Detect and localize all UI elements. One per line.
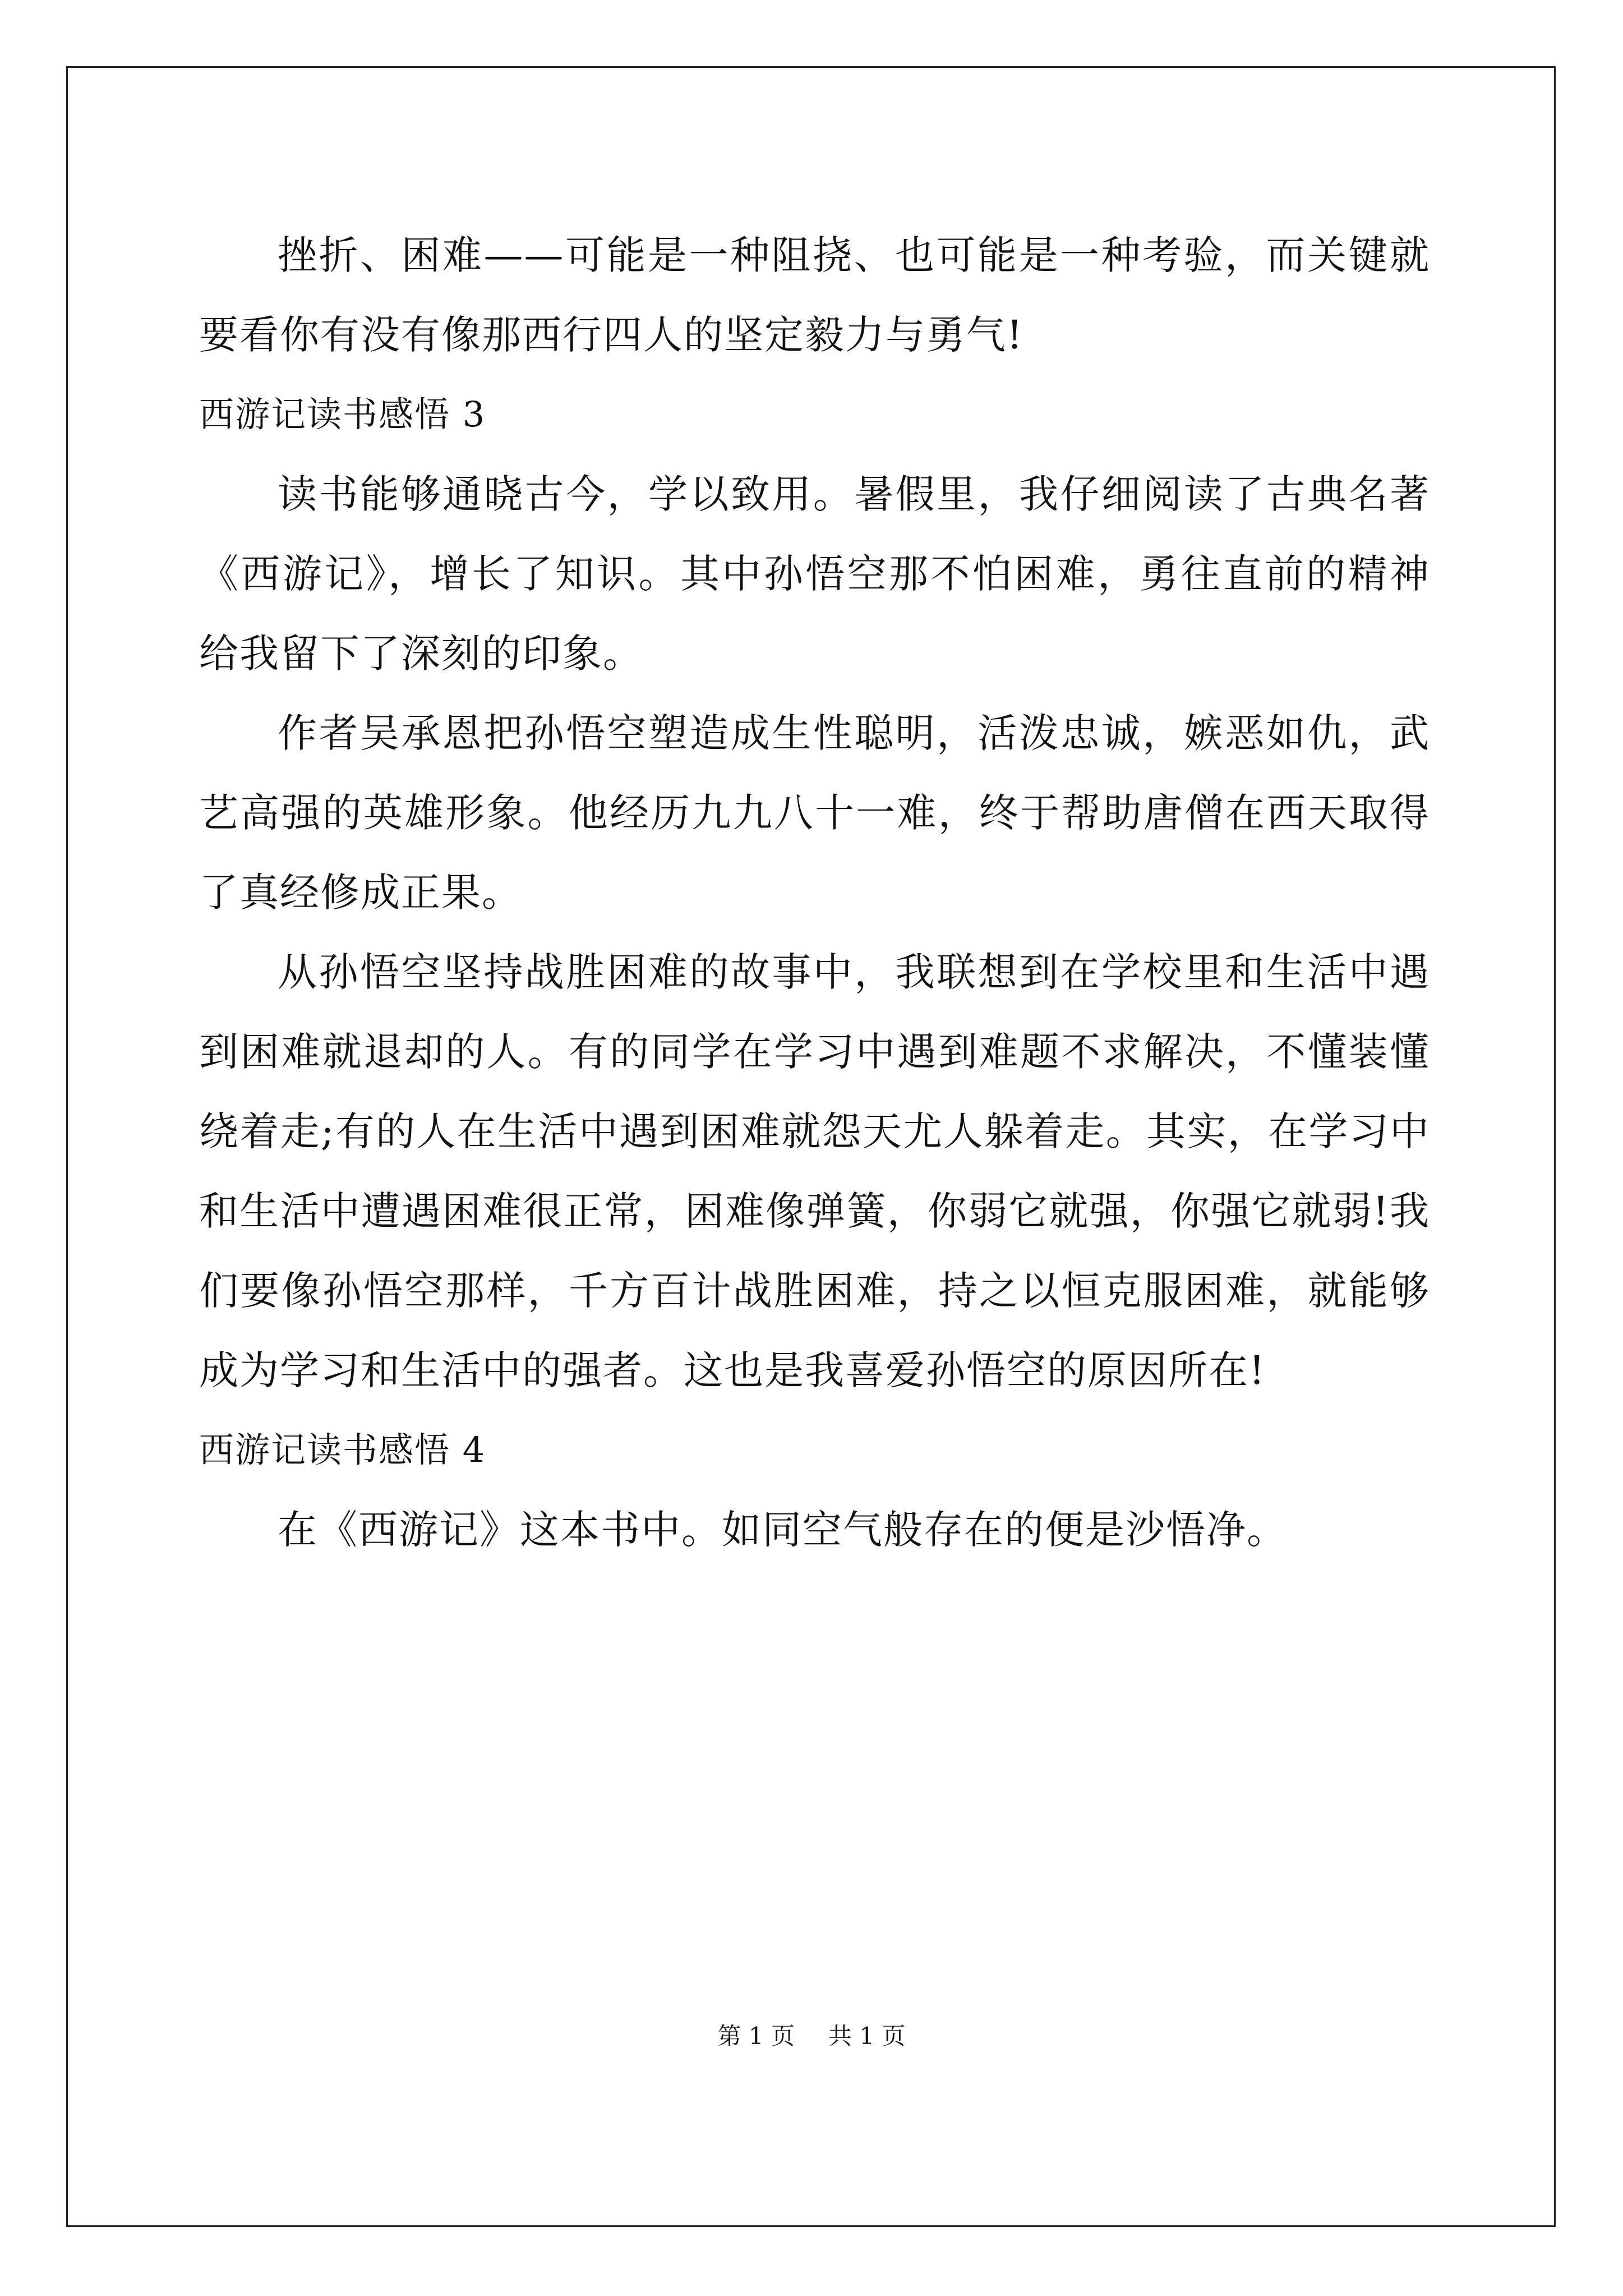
- paragraph: 在《西游记》这本书中。如同空气般存在的便是沙悟净。: [278, 1507, 1287, 1553]
- paragraph: 从孙悟空坚持战胜困难的故事中，我联想到在学校里和生活中遇到困难就退却的人。有的同学在学习中遇到难题不求解决，不懂装懂绕着走;有的人在生活中遇到困难就怨天尤人躲着走。其实，在学习中和生活中遭遇困难很正常，困难像弹簧，你弱它就强，你强它就弱!我们要像孙悟空那样，千方百计战胜困难，持之以恒克服困难，就能够成为学习和生活中的强者。这也是我喜爱孙悟空的原因所在!: [199, 949, 1430, 1393]
- section-heading: 西游记读书感悟 3: [199, 394, 486, 435]
- page-total: 共 1 页: [828, 2022, 906, 2050]
- page-number: 第 1 页: [717, 2022, 795, 2050]
- paragraph: 挫折、困难——可能是一种阻挠、也可能是一种考验，而关键就要看你有没有像那西行四人的坚定毅力与勇气!: [199, 232, 1430, 358]
- section-heading: 西游记读书感悟 4: [199, 1429, 486, 1470]
- paragraph: 作者吴承恩把孙悟空塑造成生性聪明，活泼忠诚，嫉恶如仇，武艺高强的英雄形象。他经历九九八十一难，终于帮助唐僧在西天取得了真经修成正果。: [199, 710, 1430, 915]
- document-body: [199, 215, 1430, 1570]
- page-footer: [0, 2019, 1623, 2053]
- paragraph: 读书能够通晓古今，学以致用。暑假里，我仔细阅读了古典名著《西游记》，增长了知识。其中孙悟空那不怕困难，勇往直前的精神给我留下了深刻的印象。: [199, 471, 1430, 677]
